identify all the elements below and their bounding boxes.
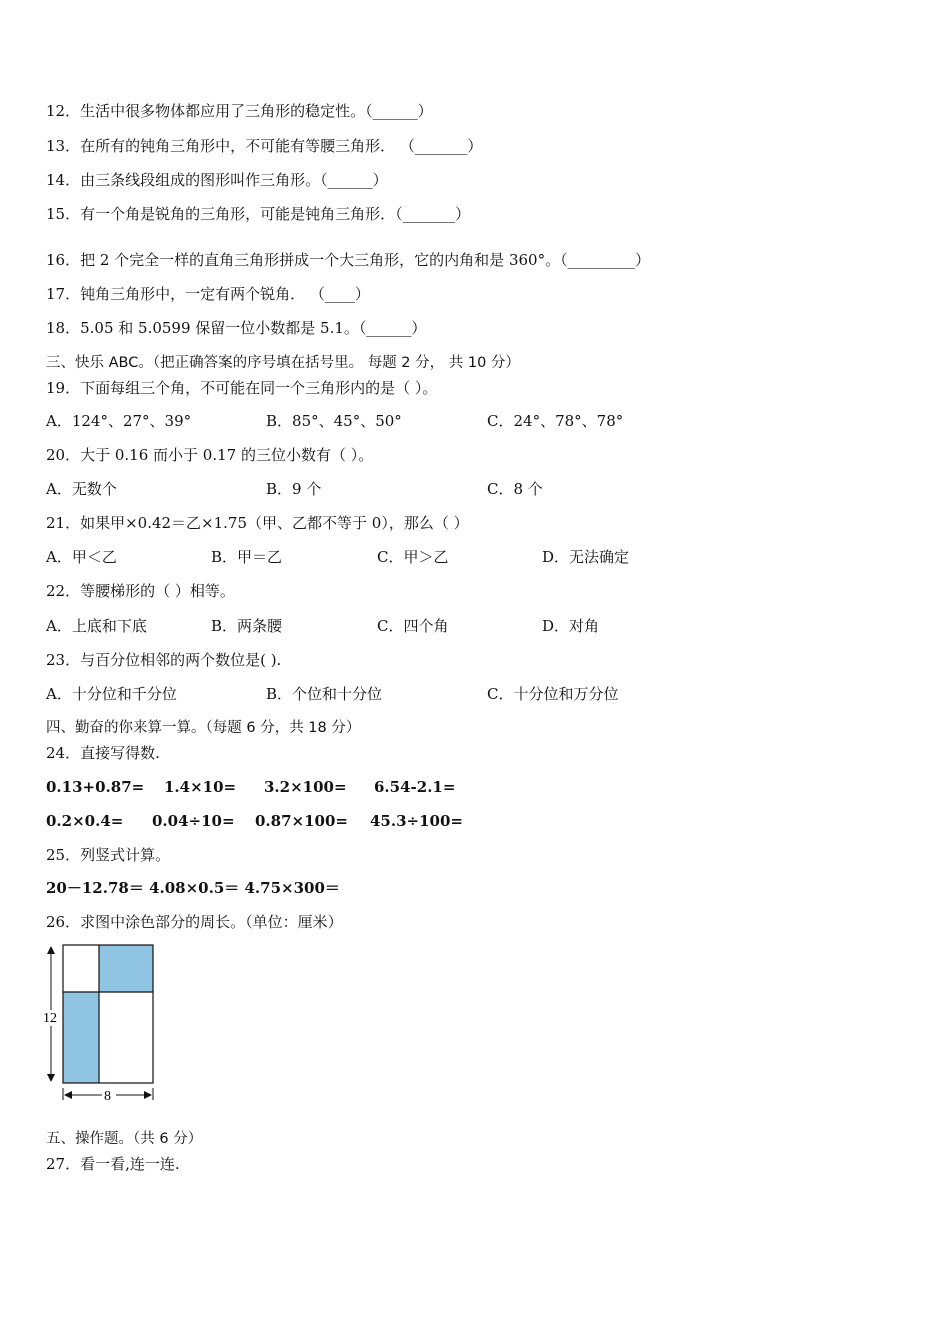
- q20-option-c: C．8 个: [487, 480, 543, 498]
- q21-stem: 21．如果甲×0.42＝乙×1.75（甲、乙都不等于 0），那么（ ）: [46, 514, 469, 532]
- q24-r2-4: 45.3÷100=: [370, 812, 463, 830]
- q23-option-a: A．十分位和千分位: [46, 685, 177, 703]
- q16: 16．把 2 个完全一样的直角三角形拼成一个大三角形，它的内角和是 360°。（_________）: [46, 251, 651, 269]
- q26-stem: 26．求图中涂色部分的周长。（单位：厘米）: [46, 913, 343, 931]
- q24-r2-2: 0.04÷10=: [152, 812, 235, 830]
- q25-stem: 25．列竖式计算。: [46, 846, 171, 864]
- width-label: 8: [104, 1089, 111, 1104]
- q23-option-b: B．个位和十分位: [266, 685, 383, 703]
- q24-r2-3: 0.87×100=: [255, 812, 348, 830]
- q15: 15．有一个角是锐角的三角形，可能是钝角三角形．（_______）: [46, 205, 471, 223]
- q23-stem: 23．与百分位相邻的两个数位是( ).: [46, 651, 282, 669]
- section-5-heading: 五、操作题。（共 6 分）: [46, 1131, 203, 1147]
- q22-option-d: D．对角: [542, 617, 600, 635]
- q24-r1-4: 6.54-2.1=: [374, 778, 456, 796]
- height-label: 12: [43, 1011, 57, 1026]
- q22-option-a: A．上底和下底: [46, 617, 147, 635]
- q27: 27．看一看,连一连.: [46, 1155, 180, 1173]
- q19-option-b: B．85°、45°、50°: [266, 412, 402, 430]
- q17: 17．钝角三角形中，一定有两个锐角． （____）: [46, 285, 370, 303]
- section-4-heading: 四、勤奋的你来算一算。（每题 6 分，共 18 分）: [46, 720, 361, 736]
- q24-r1-1: 0.13+0.87=: [46, 778, 145, 796]
- q21-option-b: B．甲＝乙: [211, 548, 283, 566]
- q23-option-c: C．十分位和万分位: [487, 685, 619, 703]
- q25-expressions: 20－12.78＝ 4.08×0.5＝ 4.75×300＝: [46, 879, 340, 897]
- q19-stem: 19．下面每组三个角，不可能在同一个三角形内的是（ ）。: [46, 379, 438, 397]
- perimeter-figure: [40, 940, 160, 1105]
- q20-stem: 20．大于 0.16 而小于 0.17 的三位小数有（ ）。: [46, 446, 374, 464]
- q24-stem: 24．直接写得数.: [46, 744, 160, 762]
- q22-option-b: B．两条腰: [211, 617, 283, 635]
- q12: 12．生活中很多物体都应用了三角形的稳定性。（______）: [46, 102, 433, 120]
- q21-option-c: C．甲＞乙: [377, 548, 449, 566]
- q22-stem: 22．等腰梯形的（ ）相等。: [46, 582, 235, 600]
- q19-option-c: C．24°、78°、78°: [487, 412, 624, 430]
- q22-option-c: C．四个角: [377, 617, 449, 635]
- q19-option-a: A．124°、27°、39°: [46, 412, 192, 430]
- q18: 18．5.05 和 5.0599 保留一位小数都是 5.1。（______）: [46, 319, 427, 337]
- q21-option-d: D．无法确定: [542, 548, 630, 566]
- q24-r1-2: 1.4×10=: [164, 778, 237, 796]
- q14: 14．由三条线段组成的图形叫作三角形。（______）: [46, 171, 388, 189]
- q20-option-a: A．无数个: [46, 480, 117, 498]
- q24-r2-1: 0.2×0.4=: [46, 812, 124, 830]
- q13: 13．在所有的钝角三角形中，不可能有等腰三角形． （_______）: [46, 137, 483, 155]
- shaded-rect-left: [63, 992, 99, 1083]
- shaded-rect-top: [99, 945, 153, 992]
- q21-option-a: A．甲＜乙: [46, 548, 117, 566]
- q20-option-b: B．9 个: [266, 480, 322, 498]
- q24-r1-3: 3.2×100=: [264, 778, 347, 796]
- section-3-heading: 三、快乐 ABC。（把正确答案的序号填在括号里。 每题 2 分， 共 10 分）: [46, 355, 520, 371]
